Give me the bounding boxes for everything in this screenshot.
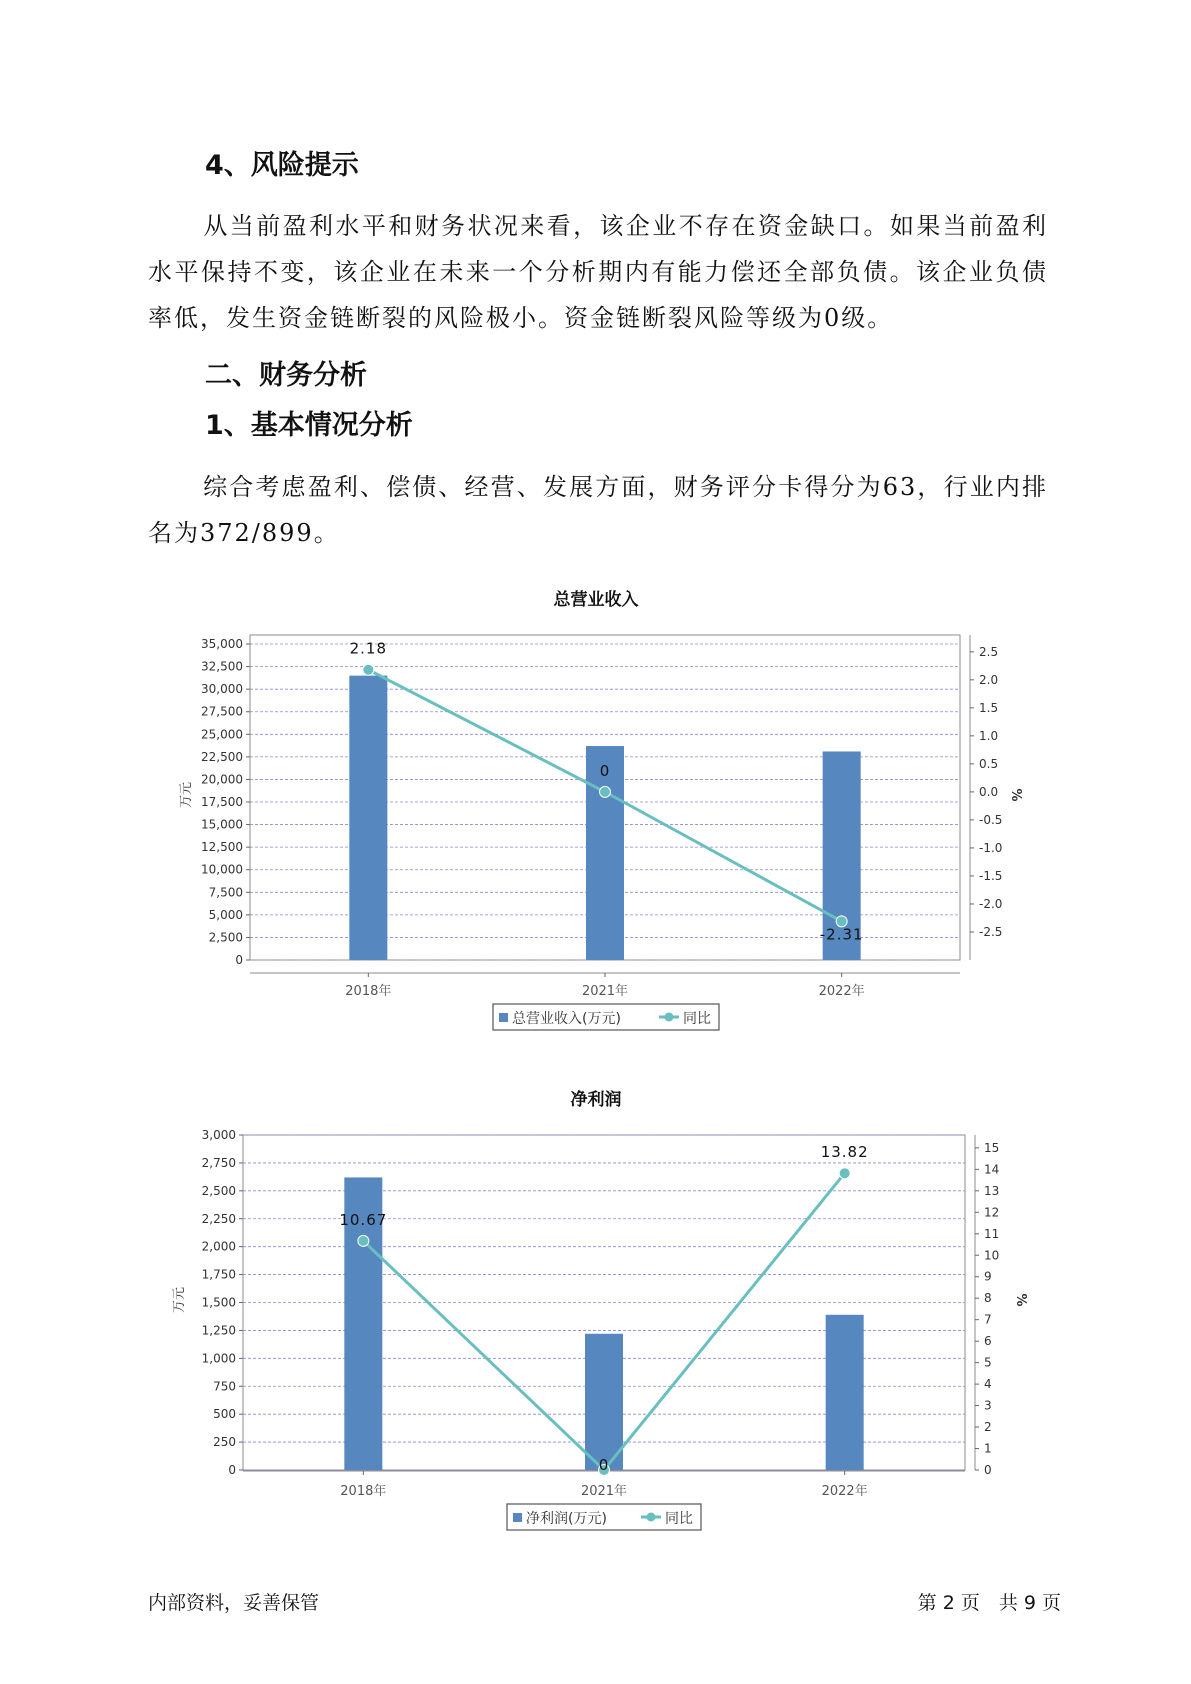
legend-line-label: 同比 [683,1011,711,1027]
basic-analysis-paragraph: 综合考虑盈利、偿债、经营、发展方面，财务评分卡得分为63，行业内排名为372/899。 [148,473,1048,547]
y-tick-label: 1,000 [201,1351,236,1366]
y2-tick-label: 9 [984,1269,992,1284]
y-tick-label: 27,500 [201,704,243,719]
x-tick-label: 2021年 [580,1484,628,1499]
y2-tick-label: 2.0 [979,672,999,687]
yoy-data-label: 0 [599,761,611,780]
legend-line-marker [647,1513,656,1522]
y-tick-label: 17,500 [201,795,243,810]
y-tick-label: 1,750 [201,1267,236,1282]
y2-tick-label: 14 [984,1162,1000,1177]
x-tick-label: 2021年 [581,984,629,999]
yoy-point [358,1235,369,1246]
y2-tick-label: -1.5 [979,868,1003,883]
legend-bar-label: 总营业收入(万元) [512,1011,621,1027]
yoy-data-label: 13.82 [820,1143,869,1162]
y2-tick-label: 13 [984,1183,1000,1198]
y-tick-label: 7,500 [208,885,243,900]
y2-tick-label: 15 [984,1140,1000,1155]
y-tick-label: 30,000 [201,682,243,697]
risk-heading: 4、风险提示 [205,150,359,181]
y2-tick-label: 11 [984,1226,1000,1241]
y-tick-label: 0 [228,1463,236,1477]
yoy-data-label: 2.18 [349,639,388,658]
profit-chart-title: 净利润 [570,1090,622,1110]
y-tick-label: 20,000 [201,772,243,787]
yoy-data-label: 0 [598,1456,610,1474]
y2-tick-label: 2 [984,1420,992,1435]
y-tick-label: 250 [213,1435,236,1450]
legend-line-label: 同比 [665,1511,693,1527]
y-axis-title: 万元 [179,781,194,809]
y2-axis-title: % [1008,788,1023,802]
y2-tick-label: 1.5 [979,700,999,715]
y-tick-label: 2,000 [201,1239,236,1254]
y2-tick-label: -0.5 [979,812,1003,827]
profit-chart [0,1105,1191,1565]
y-tick-label: 10,000 [201,862,243,877]
yoy-point [839,1168,850,1179]
basic-analysis-heading: 1、基本情况分析 [205,410,413,441]
y2-tick-label: -2.5 [979,924,1003,939]
y2-tick-label: 1 [984,1441,992,1456]
y2-tick-label: 12 [984,1205,1000,1220]
x-tick-label: 2018年 [345,984,392,999]
y2-tick-label: 7 [984,1312,992,1327]
x-tick-label: 2018年 [340,1484,387,1499]
y2-tick-label: -1.0 [979,840,1003,855]
y-tick-label: 35,000 [201,637,243,652]
revenue-chart-title: 总营业收入 [553,590,639,610]
y-tick-label: 2,500 [208,930,243,945]
y-tick-label: 2,250 [201,1211,236,1226]
y2-tick-label: 0.5 [979,756,999,771]
y2-tick-label: 1.0 [979,728,999,743]
finance-heading: 二、财务分析 [205,360,367,391]
y-tick-label: 5,000 [208,907,243,922]
y-tick-label: 750 [213,1379,236,1394]
y2-tick-label: 0 [984,1463,992,1477]
revenue-chart [0,605,1191,1065]
y2-axis-title: % [1013,1293,1028,1307]
yoy-point [600,786,611,797]
y2-tick-label: 4 [984,1377,992,1392]
y2-tick-label: 3 [984,1398,992,1413]
y-axis-title: 万元 [172,1286,187,1314]
y-tick-label: 32,500 [201,659,243,674]
footer-note: 内部资料，妥善保管 [148,1592,320,1614]
risk-paragraph: 从当前盈利水平和财务状况来看，该企业不存在资金缺口。如果当前盈利水平保持不变，该企业在未来一个分析期内有能力偿还全部负债。该企业负债率低，发生资金链断裂的风险极小。资金链断裂风险等级为0级。 [148,212,1048,332]
y2-tick-label: 2.5 [979,644,999,659]
bar-2018年 [349,676,387,960]
y2-tick-label: -2.0 [979,896,1003,911]
bar-2022年 [826,1315,864,1470]
yoy-data-label: -2.31 [819,925,864,944]
legend-bar-label: 净利润(万元) [526,1511,607,1527]
y-tick-label: 1,250 [201,1323,236,1338]
y-tick-label: 15,000 [201,817,243,832]
y2-tick-label: 10 [984,1248,1000,1263]
y-tick-label: 2,750 [201,1155,236,1170]
y-tick-label: 0 [235,953,243,967]
legend-bar-swatch [513,1513,522,1522]
y2-tick-label: 5 [984,1355,992,1370]
y-tick-label: 1,500 [201,1295,236,1310]
page-indicator: 第 2 页 共 9 页 [917,1592,1061,1614]
y2-tick-label: 8 [984,1291,992,1306]
y2-tick-label: 6 [984,1334,992,1349]
legend-line-marker [665,1013,674,1022]
x-tick-label: 2022年 [821,1484,868,1499]
y-tick-label: 12,500 [201,840,243,855]
yoy-data-label: 10.67 [339,1210,388,1229]
y2-tick-label: 0.0 [979,784,999,799]
y-tick-label: 500 [213,1407,236,1422]
y-tick-label: 2,500 [201,1183,236,1198]
yoy-point [363,664,374,675]
y-tick-label: 25,000 [201,727,243,742]
legend-bar-swatch [499,1013,508,1022]
y-tick-label: 3,000 [201,1128,236,1142]
y-tick-label: 22,500 [201,749,243,764]
x-tick-label: 2022年 [818,984,865,999]
bar-2021年 [585,1334,623,1470]
